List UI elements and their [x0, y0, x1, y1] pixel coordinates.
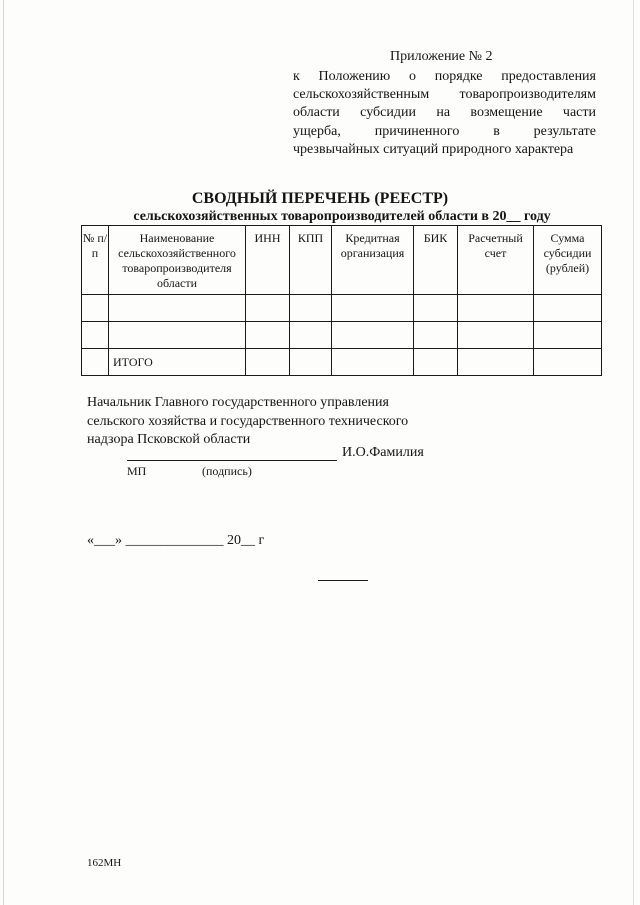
total-label: ИТОГО [109, 349, 246, 376]
table-cell [290, 295, 332, 322]
date-line: «___» ______________ 20__ г [87, 533, 265, 548]
table-cell [534, 295, 602, 322]
table-cell [414, 349, 458, 376]
column-header: Кредитная организация [332, 226, 414, 295]
column-header: Расчетный счет [458, 226, 534, 295]
table-row [82, 322, 602, 349]
table-cell [332, 349, 414, 376]
signatory-title-line: сельского хозяйства и государственного технического [87, 413, 409, 429]
appendix-text [293, 68, 596, 159]
signature-block [87, 394, 447, 450]
table-cell [82, 322, 109, 349]
table-cell [246, 322, 290, 349]
table-cell [332, 322, 414, 349]
table-cell [82, 295, 109, 322]
appendix-line: чрезвычайных ситуаций природного характера [293, 141, 574, 157]
table-cell [109, 322, 246, 349]
table-cell [458, 295, 534, 322]
column-header: КПП [290, 226, 332, 295]
table-cell [82, 349, 109, 376]
scan-edge-left [3, 0, 4, 905]
table-cell [534, 322, 602, 349]
column-header: БИК [414, 226, 458, 295]
signatory-title-line: Начальник Главного государственного управления [87, 395, 389, 410]
appendix-line: области субсидии на возмещение части [293, 105, 596, 121]
appendix-line: ущерба, причиненного в результате [293, 123, 596, 139]
table-cell [414, 322, 458, 349]
stamp-place-label: МП [127, 464, 147, 478]
document-subtitle: сельскохозяйственных товаропроизводителей области в 20__ году [133, 209, 551, 224]
signature-line [127, 460, 337, 461]
table-header-row [82, 226, 602, 295]
signatory-name: И.О.Фамилия [342, 445, 424, 460]
table-cell [458, 322, 534, 349]
scan-edge-right [633, 0, 634, 905]
table-cell [246, 295, 290, 322]
document-title: СВОДНЫЙ ПЕРЕЧЕНЬ (РЕЕСТР) [191, 190, 449, 207]
table-cell [290, 349, 332, 376]
table-cell [458, 349, 534, 376]
table-cell [414, 295, 458, 322]
table-row [82, 295, 602, 322]
table-cell [246, 349, 290, 376]
table-cell [290, 322, 332, 349]
signatory-title-line: надзора Псковской области [87, 432, 251, 447]
total-row [82, 349, 602, 376]
table-cell [332, 295, 414, 322]
document-code: 162МН [87, 857, 122, 869]
column-header: ИНН [246, 226, 290, 295]
column-header: Наименование сельскохозяйственного товаропроизводителя области [109, 226, 246, 295]
end-rule [318, 580, 368, 581]
appendix-line: к Положению о порядке предоставления [293, 69, 596, 84]
appendix-title: Приложение № 2 [390, 49, 493, 64]
appendix-line: сельскохозяйственным товаропроизводителям [293, 87, 596, 103]
column-header: Сумма субсидии (рублей) [534, 226, 602, 295]
registry-table [81, 225, 602, 376]
signature-caption: (подпись) [202, 464, 252, 478]
table-cell [109, 295, 246, 322]
table-cell [534, 349, 602, 376]
column-header: № п/п [82, 226, 109, 295]
